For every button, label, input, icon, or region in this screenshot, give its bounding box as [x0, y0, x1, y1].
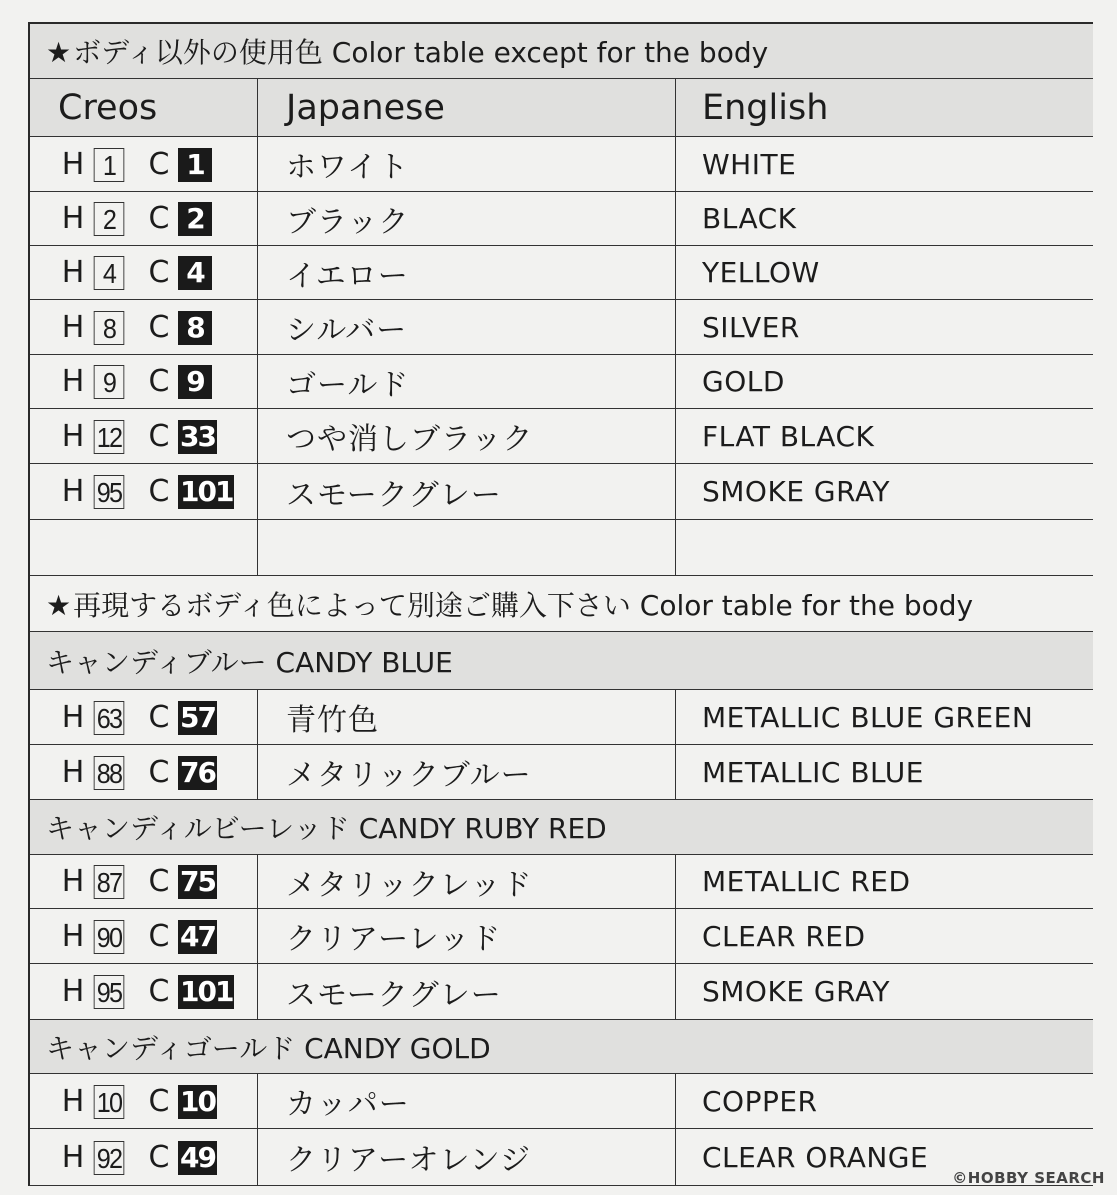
h-letter: H — [61, 255, 85, 290]
section-title-non-body — [30, 24, 1093, 79]
english-cell — [676, 355, 1093, 408]
h-letter: H — [61, 1139, 85, 1175]
c-number-badge: 49 — [180, 1140, 215, 1174]
english-cell — [676, 1074, 1093, 1128]
english-name: METALLIC BLUE — [702, 755, 924, 789]
english-cell — [676, 137, 1093, 191]
creos-cell — [30, 137, 258, 191]
japanese-cell — [258, 409, 676, 463]
english-name: CLEAR RED — [702, 919, 866, 953]
creos-cell — [30, 1074, 258, 1128]
table-row — [30, 964, 1093, 1020]
table-row — [30, 355, 1093, 409]
japanese-cell — [258, 1129, 676, 1185]
japanese-name: メタリックレッド — [286, 867, 533, 903]
japanese-cell — [258, 137, 676, 191]
c-number-badge: 2 — [178, 202, 212, 236]
h-letter: H — [61, 474, 85, 509]
english-name: GOLD — [702, 365, 785, 398]
c-number-badge: 1 — [178, 148, 212, 182]
japanese-cell — [258, 246, 676, 299]
creos-code — [58, 974, 234, 1009]
c-letter: C — [148, 201, 170, 236]
c-letter: C — [148, 255, 170, 290]
creos-code — [58, 201, 212, 236]
creos-code — [58, 1084, 217, 1119]
table-row — [30, 409, 1093, 464]
japanese-name: ゴールド — [286, 367, 410, 403]
h-number-box: 88 — [94, 756, 125, 790]
h-number-box: 87 — [94, 865, 125, 899]
table-row — [30, 137, 1093, 192]
english-cell — [676, 909, 1093, 963]
c-letter: C — [148, 474, 170, 509]
english-name: YELLOW — [702, 256, 820, 289]
japanese-name: クリアーオレンジ — [286, 1143, 531, 1178]
h-number-box: 95 — [94, 475, 125, 509]
c-letter: C — [148, 754, 170, 790]
c-letter: C — [148, 1083, 170, 1119]
h-number-box: 92 — [94, 1141, 125, 1175]
creos-cell — [30, 464, 258, 519]
japanese-cell — [258, 192, 676, 245]
c-number-badge: 10 — [180, 1084, 215, 1118]
c-letter: C — [148, 1139, 170, 1175]
c-number-badge: 33 — [180, 419, 215, 453]
table-row — [30, 1074, 1093, 1129]
h-number-box: 9 — [94, 365, 125, 399]
h-number-box: 90 — [94, 920, 125, 954]
japanese-name: カッパー — [286, 1087, 410, 1122]
h-number-box: 10 — [94, 1085, 125, 1119]
creos-cell — [30, 855, 258, 908]
japanese-cell — [258, 855, 676, 908]
japanese-cell — [258, 1074, 676, 1128]
english-cell — [676, 300, 1093, 354]
japanese-cell — [258, 745, 676, 799]
creos-code — [58, 255, 212, 290]
english-name: SMOKE GRAY — [702, 475, 891, 508]
h-number-box: 4 — [94, 256, 125, 290]
creos-cell — [30, 745, 258, 799]
h-number-box: 8 — [94, 311, 125, 345]
japanese-name: メタリックブルー — [286, 758, 532, 793]
header-japanese: Japanese — [258, 79, 676, 136]
c-number-badge: 101 — [180, 975, 233, 1008]
header-creos: Creos — [30, 79, 258, 136]
english-name: COPPER — [702, 1084, 818, 1118]
table-row — [30, 745, 1093, 800]
h-number-box: 2 — [94, 202, 125, 236]
japanese-name: クリアーレッド — [286, 922, 502, 957]
creos-cell — [30, 355, 258, 408]
star-icon: ★ — [46, 36, 72, 69]
watermark: ©HOBBY SEARCH — [952, 1169, 1105, 1187]
english-cell — [676, 192, 1093, 245]
english-cell — [676, 964, 1093, 1019]
english-name: METALLIC RED — [702, 865, 911, 898]
creos-cell — [30, 690, 258, 744]
creos-code — [58, 364, 212, 399]
english-cell — [676, 745, 1093, 799]
h-number-box: 12 — [94, 420, 125, 454]
table-row — [30, 855, 1093, 909]
english-name: BLACK — [702, 202, 797, 235]
h-number-box: 95 — [94, 975, 125, 1009]
h-letter: H — [61, 754, 85, 790]
english-cell — [676, 690, 1093, 744]
english-cell — [676, 409, 1093, 463]
table-row — [30, 192, 1093, 246]
h-letter: H — [61, 418, 85, 454]
creos-cell — [30, 409, 258, 463]
table-row — [30, 464, 1093, 520]
creos-cell — [30, 300, 258, 354]
japanese-cell — [258, 909, 676, 963]
color-group-name: キャンディルビーレッド CANDY RUBY RED — [46, 812, 607, 845]
c-letter: C — [148, 918, 170, 954]
japanese-cell — [258, 300, 676, 354]
h-letter: H — [61, 201, 85, 236]
color-group-header — [30, 800, 1093, 855]
h-number-box: 63 — [94, 701, 125, 735]
c-number-badge: 9 — [178, 365, 212, 399]
english-cell — [676, 855, 1093, 908]
h-letter: H — [61, 309, 85, 345]
creos-cell — [30, 964, 258, 1019]
english-cell — [676, 464, 1093, 519]
creos-code — [58, 864, 217, 899]
japanese-cell — [258, 355, 676, 408]
h-number-box: 1 — [94, 148, 125, 182]
c-number-badge: 75 — [180, 865, 215, 898]
h-letter: H — [61, 918, 85, 954]
english-name: METALLIC BLUE GREEN — [702, 700, 1034, 734]
section-title-text: ボディ以外の使用色 Color table except for the body — [73, 36, 769, 69]
c-number-badge: 57 — [180, 700, 215, 734]
japanese-cell — [258, 464, 676, 519]
japanese-name: ブラック — [286, 204, 410, 240]
japanese-name: ホワイト — [286, 150, 410, 185]
c-letter: C — [148, 146, 170, 182]
japanese-name: つや消しブラック — [286, 422, 534, 457]
h-letter: H — [61, 1083, 85, 1119]
english-name: SMOKE GRAY — [702, 975, 891, 1008]
header-english: English — [702, 87, 829, 128]
japanese-cell — [258, 690, 676, 744]
table-row — [30, 909, 1093, 964]
c-letter: C — [148, 364, 170, 399]
color-table-sheet — [28, 22, 1093, 1186]
color-group-name: キャンディブルー CANDY BLUE — [46, 645, 453, 679]
c-number-badge: 8 — [178, 311, 212, 345]
c-number-badge: 76 — [180, 755, 215, 789]
c-number-badge: 47 — [180, 919, 215, 953]
japanese-name: 青竹色 — [286, 703, 379, 738]
color-group-name: キャンディゴールド CANDY GOLD — [46, 1031, 491, 1065]
creos-code — [58, 755, 217, 790]
english-cell — [676, 246, 1093, 299]
h-letter: H — [61, 364, 85, 399]
table-row — [30, 300, 1093, 355]
c-number-badge: 4 — [178, 256, 212, 290]
color-group-header — [30, 1020, 1093, 1074]
c-letter: C — [148, 418, 170, 454]
c-letter: C — [148, 699, 170, 735]
table-row — [30, 690, 1093, 745]
creos-code — [58, 919, 217, 954]
c-letter: C — [148, 864, 170, 899]
h-letter: H — [61, 699, 85, 735]
creos-code — [58, 147, 212, 182]
creos-code — [58, 700, 217, 735]
c-letter: C — [148, 309, 170, 345]
h-letter: H — [61, 146, 85, 182]
creos-cell — [30, 192, 258, 245]
creos-code — [58, 474, 234, 509]
star-icon: ★ — [46, 588, 72, 622]
section-title-body — [30, 576, 1093, 632]
table-row — [30, 1129, 1093, 1186]
creos-cell — [30, 1129, 258, 1185]
creos-cell — [30, 909, 258, 963]
section-title-text: 再現するボディ色によって別途ご購入下さい Color table for the body — [73, 588, 974, 622]
h-letter: H — [61, 974, 85, 1009]
english-name: CLEAR ORANGE — [702, 1140, 929, 1174]
japanese-name: イエロー — [286, 258, 409, 294]
c-number-badge: 101 — [180, 475, 233, 508]
color-group-header — [30, 632, 1093, 690]
c-letter: C — [148, 974, 170, 1009]
table-header-row — [30, 79, 1093, 137]
creos-code — [58, 419, 217, 454]
h-letter: H — [61, 864, 85, 899]
english-name: WHITE — [702, 147, 797, 181]
table-row-blank — [30, 520, 1093, 576]
english-name: SILVER — [702, 310, 800, 344]
japanese-name: スモークグレー — [286, 977, 502, 1013]
japanese-name: スモークグレー — [286, 477, 502, 513]
japanese-name: シルバー — [286, 313, 408, 348]
english-name: FLAT BLACK — [702, 419, 875, 453]
japanese-cell — [258, 964, 676, 1019]
creos-code — [58, 310, 212, 345]
table-row — [30, 246, 1093, 300]
creos-code — [58, 1140, 217, 1175]
creos-cell — [30, 246, 258, 299]
